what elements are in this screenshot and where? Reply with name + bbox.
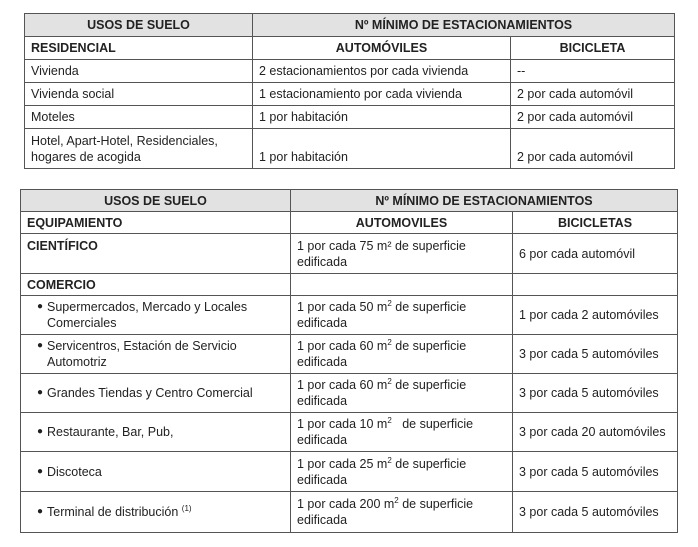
row-auto: 1 estacionamiento por cada vivienda: [253, 83, 511, 106]
empty-cell: [291, 274, 513, 296]
row-auto: 1 por habitación: [253, 106, 511, 129]
row-auto: 1 por cada 50 $m^2$ de superficie edificada: [291, 296, 513, 335]
table-row: [21, 452, 678, 492]
row-uso: Discoteca: [47, 464, 102, 479]
row-auto: 1 por cada 25 $m^2$ de superficie edificada: [291, 452, 513, 492]
bullet-icon: ●: [37, 340, 44, 351]
table-row: [21, 492, 678, 533]
row-auto: 1 por cada 10 $m^2$ de superficie edificada: [291, 413, 513, 452]
table1-header-min: Nº MÍNIMO DE ESTACIONAMIENTOS: [253, 14, 675, 37]
equipment-parking-table: [20, 189, 678, 533]
bullet-icon: ●: [37, 506, 44, 517]
table1-col-bici: BICICLETA: [511, 37, 675, 60]
row-uso: Hotel, Apart-Hotel, Residenciales, hogares de acogida: [25, 129, 253, 169]
table-row: [21, 413, 678, 452]
row-uso: Restaurante, Bar, Pub,: [47, 425, 174, 439]
table-row: [21, 374, 678, 413]
table-row: [25, 60, 675, 83]
bullet-icon: ●: [37, 387, 44, 398]
row-bici: 3 por cada 5 automóviles: [513, 452, 678, 492]
row-uso: Supermercados, Mercado y Locales Comerciales: [47, 300, 248, 330]
table2-col-auto: AUTOMOVILES: [291, 212, 513, 234]
row-bici: 1 por cada 2 automóviles: [513, 296, 678, 335]
table-row: [25, 129, 675, 169]
table-row: [25, 83, 675, 106]
row-uso: Vivienda: [25, 60, 253, 83]
table2-group-label: EQUIPAMIENTO: [21, 212, 291, 234]
row-bici: 2 por cada automóvil: [511, 129, 675, 169]
table1-group-label: RESIDENCIAL: [25, 37, 253, 60]
bullet-icon: ●: [37, 301, 44, 312]
row-uso: Terminal de distribución $^{(1)}$: [47, 504, 192, 519]
row-auto: 1 por cada 60 $m^2$ de superficie edificada: [291, 335, 513, 374]
bullet-icon: ●: [37, 426, 44, 437]
table1-col-auto: AUTOMÓVILES: [253, 37, 511, 60]
footnote-ref: (1): [181, 504, 192, 513]
row-uso: Moteles: [25, 106, 253, 129]
cientifico-bici: 6 por cada automóvil: [513, 234, 678, 274]
row-bici: 3 por cada 5 automóviles: [513, 335, 678, 374]
table2-header-uso: USOS DE SUELO: [21, 190, 291, 212]
table-row: [21, 296, 678, 335]
row-auto: 1 por habitación: [253, 129, 511, 169]
cientifico-label: CIENTÍFICO: [21, 234, 291, 274]
row-auto: 1 por cada 200 $m^2$ de superficie edificada: [291, 492, 513, 533]
row-bici: 3 por cada 20 automóviles: [513, 413, 678, 452]
table2-header-min: Nº MÍNIMO DE ESTACIONAMIENTOS: [291, 190, 678, 212]
row-bici: 3 por cada 5 automóviles: [513, 492, 678, 533]
row-uso: Vivienda social: [25, 83, 253, 106]
table1-header-uso: USOS DE SUELO: [25, 14, 253, 37]
empty-cell: [513, 274, 678, 296]
table-row: [25, 106, 675, 129]
residential-parking-table: [24, 13, 675, 169]
row-auto: 2 estacionamientos por cada vivienda: [253, 60, 511, 83]
table-row: [21, 234, 678, 274]
cientifico-auto: 1 por cada 75 m² de superficie edificada: [291, 234, 513, 274]
table-row: [21, 335, 678, 374]
row-uso: Servicentros, Estación de Servicio Automotriz: [47, 339, 237, 369]
table2-col-bici: BICICLETAS: [513, 212, 678, 234]
row-bici: --: [511, 60, 675, 83]
row-bici: 2 por cada automóvil: [511, 106, 675, 129]
row-bici: 3 por cada 5 automóviles: [513, 374, 678, 413]
row-uso: Grandes Tiendas y Centro Comercial: [47, 386, 253, 400]
table-row: [21, 274, 678, 296]
row-auto: 1 por cada 60 $m^2$ de superficie edificada: [291, 374, 513, 413]
comercio-label: COMERCIO: [21, 274, 291, 296]
row-bici: 2 por cada automóvil: [511, 83, 675, 106]
bullet-icon: ●: [37, 465, 44, 477]
